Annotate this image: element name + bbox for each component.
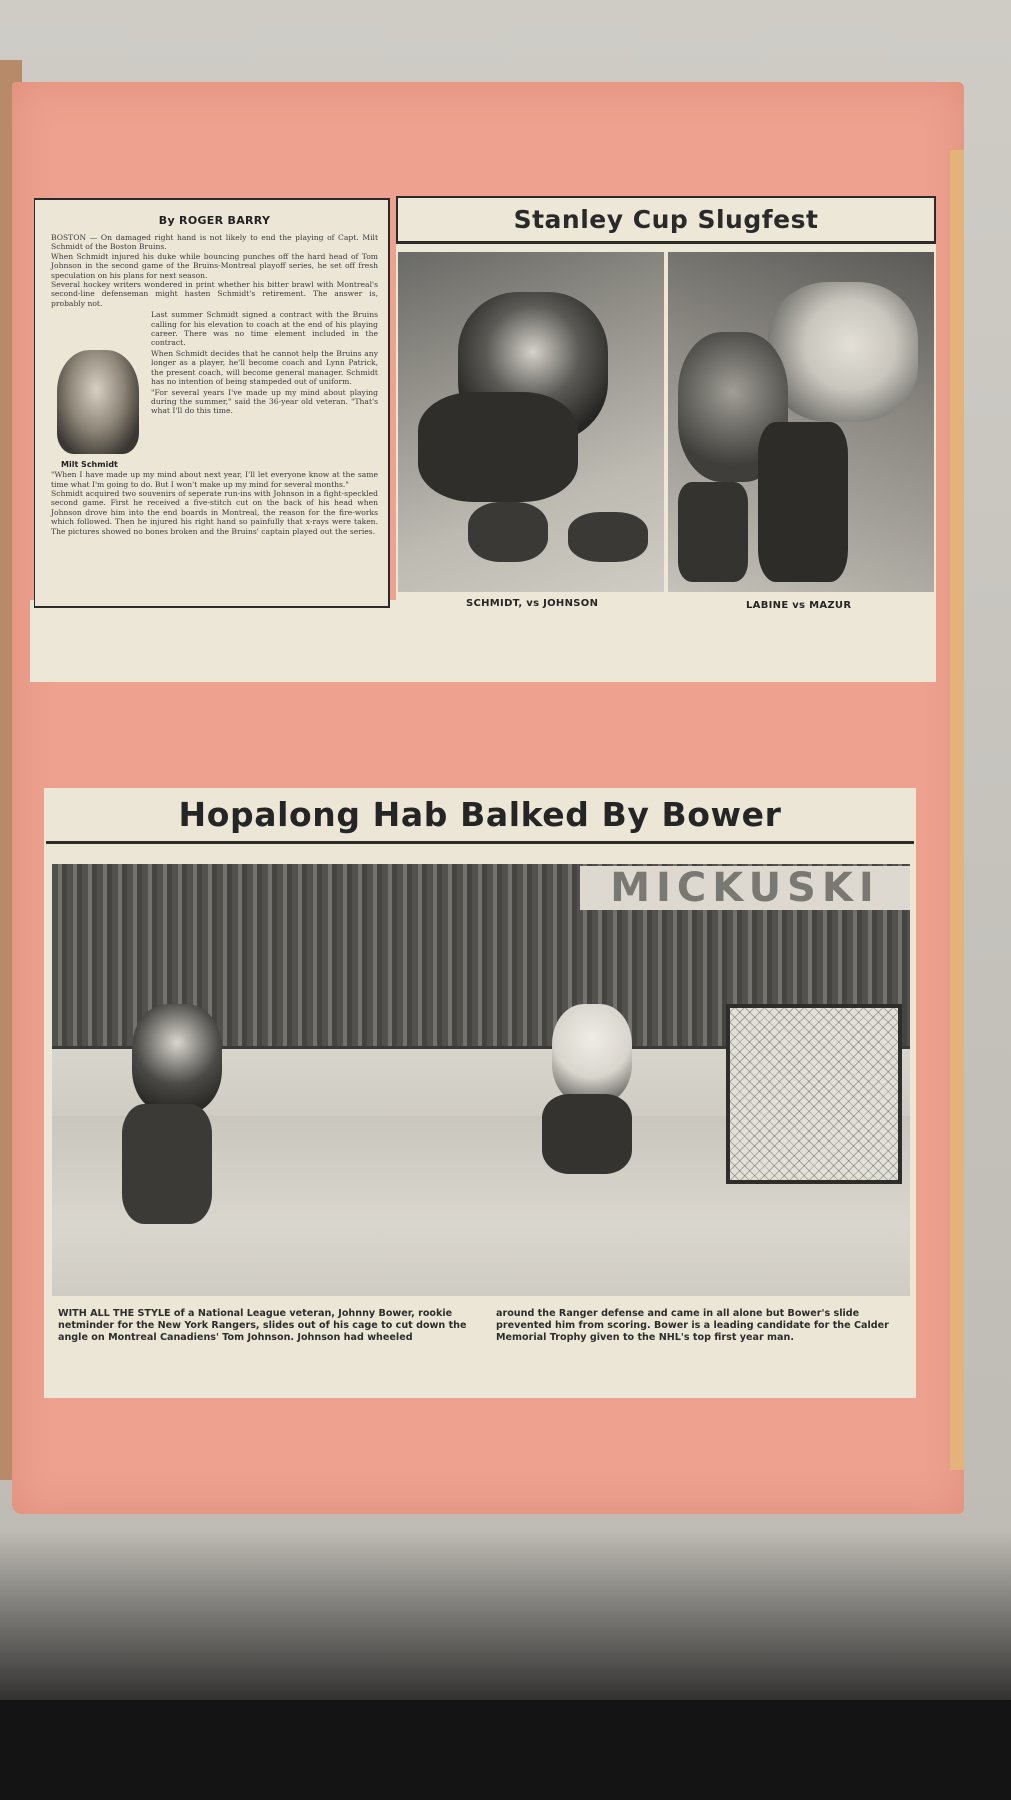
headline-box xyxy=(396,196,936,244)
photo-caption-left: SCHMIDT, vs JOHNSON xyxy=(466,598,599,609)
player-figure xyxy=(132,1004,222,1114)
player-figure xyxy=(418,392,578,502)
caption-left xyxy=(58,1308,472,1388)
goalie-pads xyxy=(542,1094,632,1174)
skate-figure xyxy=(568,512,648,562)
skate-figure xyxy=(468,502,548,562)
article-paragraph: BOSTON — On damaged right hand is not likely to end the playing of Capt. Milt Schmidt of the Boston Bruins. xyxy=(51,233,378,252)
article-paragraph: "For several years I've made up my mind about playing during the summer," said the 36-year old veteran. "That's what I'll do this time. xyxy=(151,387,378,416)
player-legs xyxy=(122,1104,212,1224)
player-figure xyxy=(768,282,918,422)
player-legs xyxy=(758,422,848,582)
caption-lead: WITH ALL THE STYLE xyxy=(58,1308,171,1319)
headline: Hopalong Hab Balked By Bower xyxy=(178,795,782,834)
portrait-column xyxy=(51,310,145,469)
page-edge xyxy=(950,150,964,1470)
article-paragraph: Schmidt acquired two souvenirs of seperate run-ins with Johnson in a fight-speckled second game. First he received a five-stitch cut on the back of his head when Johnson drove him into the end boards in Montreal, the reason for the fire-works which followed. Then he injured his right hand so painfully that x-rays were taken. The pictures showed no bones broken and the Bruins' captain played out the series. xyxy=(51,489,378,536)
article-clipping xyxy=(34,198,390,608)
article-paragraph: When Schmidt decides that he cannot help the Bruins any longer as a player, he'll become coach and Lynn Patrick, the present coach, will become general manager. Schmidt has no intention of being stampeded out of uniform. xyxy=(151,348,378,387)
goalie-bower xyxy=(522,1004,642,1214)
byline: By ROGER BARRY xyxy=(158,214,271,227)
article-columns xyxy=(51,310,378,469)
article-paragraph: Several hockey writers wondered in print whether his bitter brawl with Montreal's second-line defenseman might hasten Schmidt's retirement. The answer is, probably not. xyxy=(51,280,378,308)
goal-net xyxy=(726,1004,902,1184)
rink-photo xyxy=(52,864,910,1296)
slugfest-clipping xyxy=(396,196,936,678)
arena-banner xyxy=(580,866,910,910)
schmidt-johnson-photo xyxy=(398,252,664,592)
caption-right: around the Ranger defense and came in all alone but Bower's slide prevented him from scoring. Bower is a leading candidate for the Calder Memorial Trophy given to the NHL's top first year man. xyxy=(496,1308,889,1343)
photo-caption-right: LABINE vs MAZUR xyxy=(746,600,852,611)
skater-johnson xyxy=(92,1004,232,1244)
article-paragraph: Last summer Schmidt signed a contract with the Bruins calling for his elevation to coach at the end of his playing career. There was no time element included in the contract. xyxy=(151,310,378,348)
player-legs xyxy=(678,482,748,582)
article-paragraph: When Schmidt injured his duke while bouncing punches off the hard head of Tom Johnson in the second game of the Bruins-Montreal playoff series, he set off fresh speculation on his plans for next season. xyxy=(51,251,378,280)
table-shadow xyxy=(0,1700,1011,1800)
player-figure xyxy=(552,1004,632,1104)
headline-box xyxy=(46,788,914,844)
headline: Stanley Cup Slugfest xyxy=(513,205,819,234)
bower-clipping xyxy=(44,788,916,1398)
photo-caption xyxy=(58,1308,910,1388)
caption-left-text: of a National League veteran, Johnny Bower, rookie netminder for the New York Rangers, slides out of his cage to cut down the angle on Montreal Canadiens' Tom Johnson. Johnson had wheeled xyxy=(58,1308,467,1343)
article-paragraph: "When I have made up my mind about next year, I'll let everyone know at the same time what I'm going to do. But I won't make up my mind for several months." xyxy=(51,470,378,489)
portrait-caption: Milt Schmidt xyxy=(61,460,118,470)
portrait-photo xyxy=(57,350,139,454)
banner-text: MICKUSKI xyxy=(610,865,880,911)
labine-mazur-photo xyxy=(668,252,934,592)
article-side-text xyxy=(151,310,378,469)
